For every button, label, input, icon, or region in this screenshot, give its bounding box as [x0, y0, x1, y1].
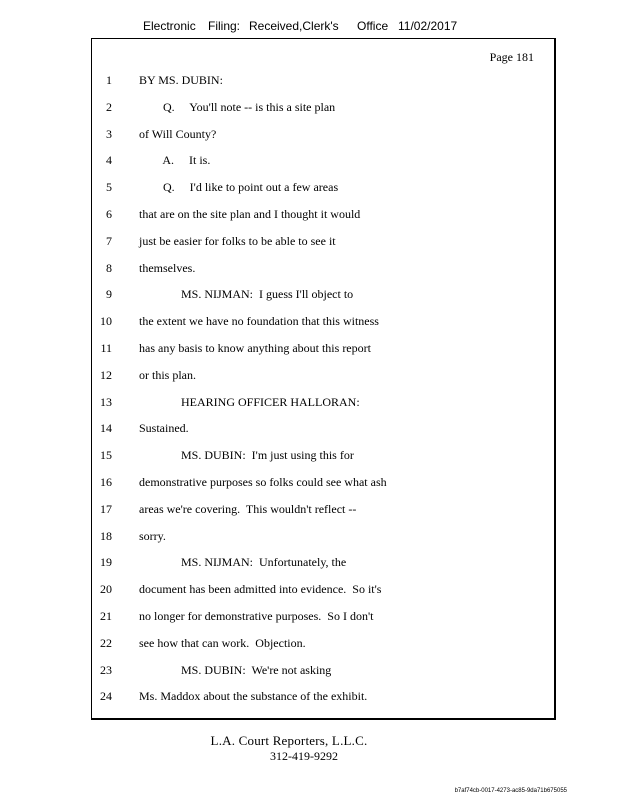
- transcript-line: [0, 582, 618, 600]
- line-number: 6: [106, 207, 112, 221]
- transcript-line: [0, 689, 618, 707]
- line-number: 19: [100, 555, 112, 570]
- line-number: 20: [100, 582, 112, 597]
- filing-header-word-4: Office: [357, 19, 389, 33]
- transcript-line: [0, 287, 618, 305]
- transcript-line: [0, 609, 618, 627]
- transcript-line: [0, 127, 618, 145]
- filing-header-word-2: Filing:: [208, 19, 241, 33]
- transcript-line: [0, 502, 618, 520]
- line-text: A. It is.: [139, 153, 211, 168]
- line-text: Sustained.: [139, 421, 189, 436]
- filing-header-date: 11/02/2017: [398, 19, 458, 33]
- transcript-line: [0, 421, 618, 439]
- line-text: document has been admitted into evidence. So it's: [139, 582, 382, 597]
- line-number: 11: [100, 341, 112, 355]
- line-text: see how that can work. Objection.: [139, 635, 306, 650]
- footer-company-text: L.A. Court Reporters, L.L.C.: [210, 733, 368, 748]
- line-number: 3: [106, 126, 112, 141]
- line-number: 4: [106, 153, 112, 168]
- footer-phone: [0, 749, 618, 764]
- line-number: 7: [106, 233, 112, 248]
- transcript-line: [0, 261, 618, 279]
- line-text: just be easier for folks to be able to see it: [139, 233, 336, 248]
- line-text: the extent we have no foundation that this witness: [139, 314, 379, 329]
- line-number: 21: [100, 609, 112, 623]
- transcript-line: [0, 153, 618, 171]
- line-text: themselves.: [139, 260, 196, 275]
- line-number: 17: [100, 501, 112, 516]
- line-text: Q. You'll note -- is this a site plan: [139, 99, 336, 114]
- transcript-line: [0, 100, 618, 118]
- transcript-line: [0, 529, 618, 547]
- document-hash: b7af74cb-0017-4273-ac85-9da71b675055: [454, 788, 567, 794]
- line-text: Q. I'd like to point out a few areas: [139, 180, 339, 195]
- filing-header-word-1: Electronic: [143, 19, 196, 33]
- transcript-line: [0, 341, 618, 359]
- transcript-line: [0, 448, 618, 466]
- line-number: 15: [100, 448, 112, 463]
- filing-header-word-3: Received,Clerk's: [249, 19, 339, 33]
- line-number: 16: [100, 475, 112, 489]
- line-number: 5: [106, 180, 112, 195]
- transcript-line: [0, 180, 618, 198]
- transcript-line: [0, 636, 618, 654]
- line-text: of Will County?: [139, 126, 217, 141]
- line-number: 2: [106, 99, 112, 114]
- line-text: Ms. Maddox about the substance of the exhibit.: [139, 689, 368, 704]
- line-text: MS. NIJMAN: Unfortunately, the: [139, 555, 347, 570]
- line-text: sorry.: [139, 528, 166, 543]
- transcript-line: [0, 314, 618, 332]
- line-text: MS. NIJMAN: I guess I'll object to: [139, 287, 354, 302]
- line-text: areas we're covering. This wouldn't reflect --: [139, 501, 357, 516]
- transcript-line: [0, 368, 618, 386]
- footer-phone-text: 312-419-9292: [270, 749, 338, 763]
- line-number: 13: [100, 394, 112, 409]
- line-text: that are on the site plan and I thought it would: [139, 207, 361, 221]
- line-number: 18: [100, 528, 112, 543]
- transcript-line: [0, 234, 618, 252]
- line-text: has any basis to know anything about this report: [139, 341, 371, 355]
- page-number: Page 181: [489, 50, 534, 64]
- line-text: demonstrative purposes so folks could see what ash: [139, 475, 387, 489]
- transcript-line: [0, 73, 618, 91]
- line-number: 1: [106, 73, 112, 87]
- electronic-filing-header: [0, 19, 618, 37]
- line-text: or this plan.: [139, 367, 196, 382]
- line-text: MS. DUBIN: We're not asking: [139, 662, 332, 677]
- line-number: 22: [100, 635, 112, 650]
- line-number: 24: [100, 689, 112, 704]
- transcript-line: [0, 475, 618, 493]
- line-text: BY MS. DUBIN:: [139, 73, 223, 87]
- line-text: no longer for demonstrative purposes. So I don't: [139, 609, 374, 623]
- line-number: 14: [100, 421, 112, 436]
- line-number: 10: [100, 314, 112, 329]
- transcript-line: [0, 555, 618, 573]
- line-number: 8: [106, 260, 112, 275]
- line-number: 9: [106, 287, 112, 302]
- line-number: 23: [100, 662, 112, 677]
- line-number: 12: [100, 367, 112, 382]
- footer-company: [0, 733, 618, 749]
- transcript-line: [0, 663, 618, 681]
- transcript-line: [0, 395, 618, 413]
- transcript-line: [0, 207, 618, 225]
- line-text: HEARING OFFICER HALLORAN:: [139, 394, 360, 409]
- line-text: MS. DUBIN: I'm just using this for: [139, 448, 354, 463]
